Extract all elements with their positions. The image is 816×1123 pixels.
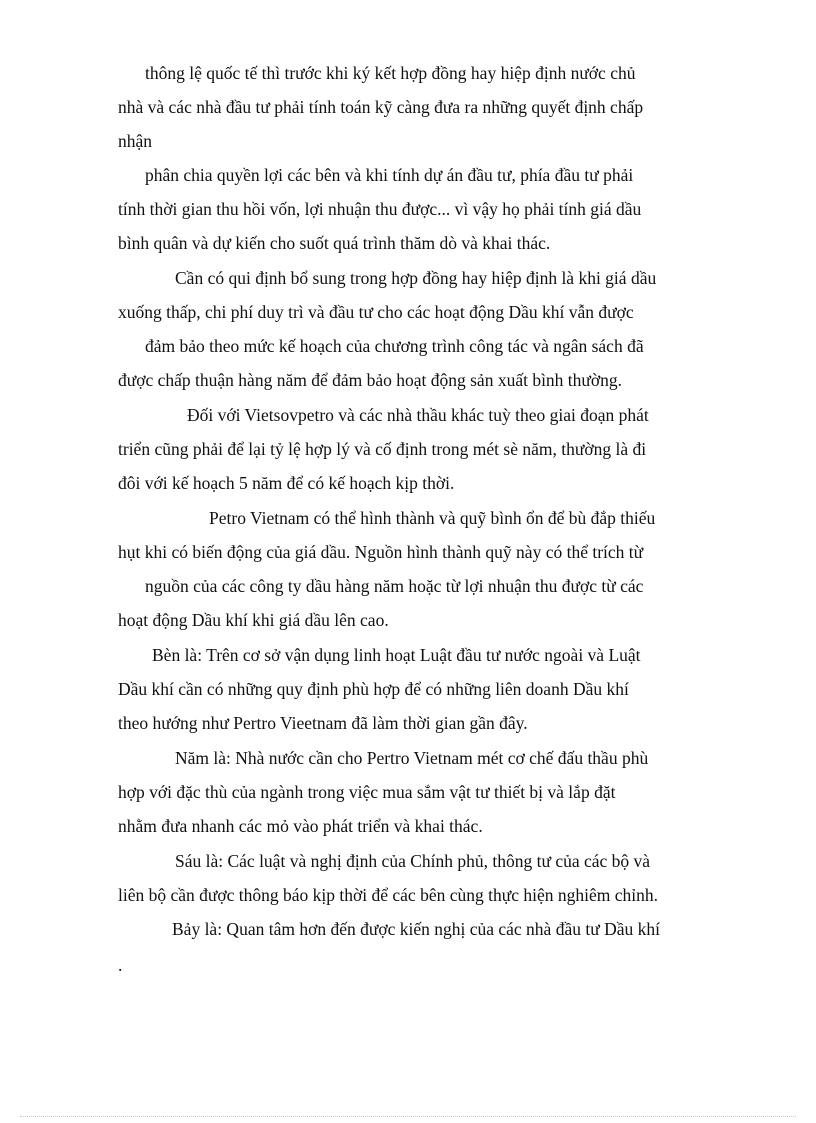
text-line: hợp với đặc thù của ngành trong việc mua sắm vật tư thiết bị và lắp đặt: [118, 782, 616, 802]
text-line: bình quân và dự kiến cho suốt quá trình thăm dò và khai thác.: [118, 233, 551, 253]
text-line: Dầu khí cần có những quy định phù hợp để có những liên doanh Dầu khí: [118, 679, 629, 699]
text-line: Bảy là: Quan tâm hơn đến được kiến nghị của các nhà đầu tư Dầu khí: [172, 919, 660, 939]
text-line: nhằm đưa nhanh các mỏ vào phát triển và khai thác.: [118, 816, 483, 836]
text-line: hoạt động Dầu khí khi giá dầu lên cao.: [118, 610, 389, 630]
text-line: đôi với kế hoạch 5 năm để có kế hoạch kịp thời.: [118, 473, 455, 493]
text-line: .: [118, 955, 123, 975]
text-line: Bèn là: Trên cơ sở vận dụng linh hoạt Luật đầu tư nước ngoài và Luật: [152, 645, 641, 665]
text-line: Petro Vietnam có thể hình thành và quỹ bình ổn để bù đắp thiếu: [209, 508, 656, 528]
text-line: Cần có qui định bổ sung trong hợp đồng hay hiệp định là khi giá dầu: [175, 268, 657, 288]
text-line: Năm là: Nhà nước cần cho Pertro Vietnam mét cơ chế đấu thầu phù: [175, 748, 649, 768]
text-line: được chấp thuận hàng năm để đảm bảo hoạt động sản xuất bình thường.: [118, 370, 623, 390]
text-line: hụt khi có biến động của giá dầu. Nguồn hình thành quỹ này có thể trích từ: [118, 542, 644, 562]
text-line: liên bộ cần được thông báo kịp thời để các bên cùng thực hiện nghiêm chỉnh.: [118, 885, 658, 905]
page-bottom-divider: [20, 1116, 796, 1117]
text-line: nguồn của các công ty dầu hàng năm hoặc từ lợi nhuận thu được từ các: [145, 576, 644, 596]
text-line: xuống thấp, chi phí duy trì và đầu tư cho các hoạt động Dầu khí vẫn được: [118, 302, 634, 322]
text-line: phân chia quyền lợi các bên và khi tính dự án đầu tư, phía đầu tư phải: [145, 165, 634, 185]
text-line: tính thời gian thu hồi vốn, lợi nhuận thu được... vì vậy họ phải tính giá dầu: [118, 199, 642, 219]
text-line: nhà và các nhà đầu tư phải tính toán kỹ càng đưa ra những quyết định chấp: [118, 97, 644, 117]
text-line: nhận: [118, 131, 153, 151]
text-line: Sáu là: Các luật và nghị định của Chính phủ, thông tư của các bộ và: [175, 851, 651, 871]
text-line: đảm bảo theo mức kế hoạch của chương trình công tác và ngân sách đã: [145, 336, 644, 356]
text-line: theo hướng như Pertro Vieetnam đã làm thời gian gần đây.: [118, 713, 528, 733]
text-line: Đối với Vietsovpetro và các nhà thầu khác tuỳ theo giai đoạn phát: [187, 405, 649, 425]
text-line: thông lệ quốc tế thì trước khi ký kết hợp đồng hay hiệp định nước chủ: [145, 63, 636, 83]
text-line: triển cũng phải để lại tỷ lệ hợp lý và cố định trong mét sè năm, thường là đi: [118, 439, 647, 459]
